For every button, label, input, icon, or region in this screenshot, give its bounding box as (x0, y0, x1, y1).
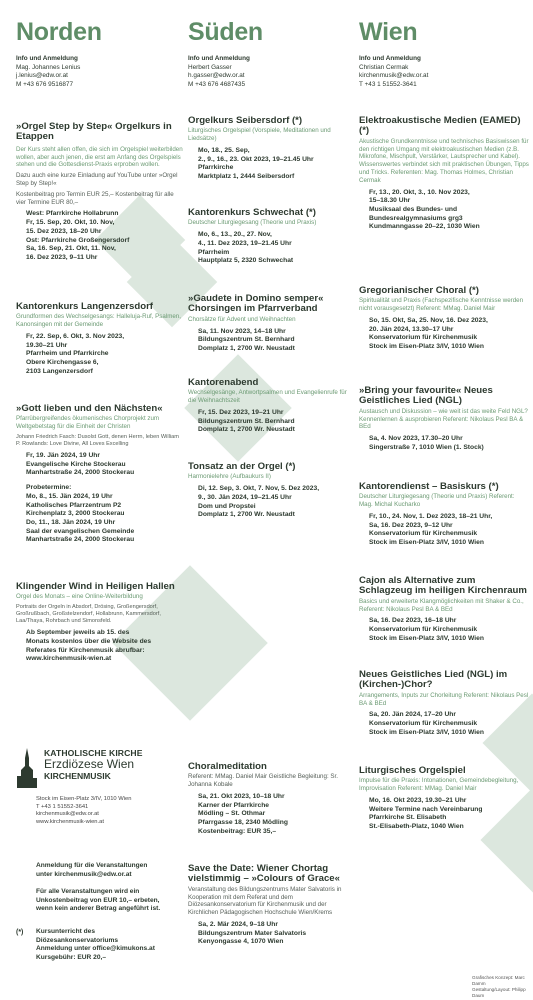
event-title: Orgelkurs Seibersdorf (*) (188, 115, 303, 126)
event-title: Save the Date: Wiener Chortag vielstimmig – »Colours of Grace« (188, 863, 340, 885)
event-title: Choralmeditation (188, 761, 267, 772)
event-subtitle: Liturgisches Orgelspiel (Vorspiele, Meditationen und Liedsätze) (188, 127, 331, 143)
event-details: Mo, 18., 25. Sep, 2., 9., 16., 23. Okt 2023, 19–21.45 Uhr Pfarrkirche Marktplatz 1, 2444 Seibersdorf (198, 146, 314, 181)
event-details: West: Pfarrkirche Hollabrunn Fr, 15. Sep, 20. Okt, 10. Nov, 15. Dez 2023, 18–20 Uhr Ost: Pfarrkirche Großengersdorf Sa, 16. Sep, 21. Okt, 11. Nov, 16. Dez 2023, 9–11 Uhr (26, 210, 130, 261)
event-details: Mo, 16. Okt 2023, 19.30–21 Uhr Weitere Termine nach Vereinbarung Pfarrkirche St. Elisabeth St.-Elisabeth-Platz, 1040 Wien (369, 796, 483, 831)
event-desc: Johann Friedrich Fasch: Dusolst Gott, denen Herrn, leben William P. Rowlands: Love Divine, All Loves Excelling (16, 433, 179, 448)
event-subtitle: Grundformen des Wechselgesangs: Halleluja-Ruf, Psalmen, Kanonsingen mit der Gemeinde (16, 313, 181, 329)
event-gott-lieben (16, 404, 184, 545)
event-subtitle: Basics und erweiterte Klangmöglichkeiten mit Shaker & Co., Referent: Nikolaus Pesl BA & BEd (359, 597, 524, 613)
event-subtitle: Referent: MMag. Daniel Mair Geistliche Begleitung: Sr. Johanna Kobale (188, 773, 338, 789)
logo-text (44, 748, 143, 781)
event-subtitle: Orgel des Monats – eine Online-Weiterbildung (16, 593, 143, 601)
event-details: Mo, 6., 13., 20., 27. Nov, 4., 11. Dez 2023, 19–21.45 Uhr Pfarrheim Hauptplatz 5, 2320 Schwechat (198, 231, 294, 265)
event-desc: Kostenbeitrag pro Termin EUR 25,– Kostenbeitrag für alle vier Termine EUR 80,– (16, 190, 174, 206)
event-details: Fr, 15. Dez 2023, 19–21 Uhr Bildungszentrum St. Bernhard Domplatz 1, 2700 Wr. Neustadt (198, 408, 295, 434)
event-title: »Gaudete in Domino semper« Chorsingen im Pfarrverband (188, 293, 324, 315)
region-title: Süden (188, 18, 263, 46)
event-choralmeditation (188, 762, 356, 837)
logo-address: Stock im Eisen-Platz 3/IV, 1010 Wien T +43 1 51552-3641 kirchenmusik@edw.or.at www.kirchenmusik-wien.at (36, 796, 132, 825)
event-gregorianischer-choral (359, 286, 529, 352)
event-title: »Orgel Step by Step« Orgelkurs in Etappen (16, 121, 172, 143)
event-details: Sa, 11. Nov 2023, 14–18 Uhr Bildungszentrum St. Bernhard Domplatz 1, 2700 Wr. Neustadt (198, 327, 295, 352)
event-details: So, 15. Okt, Sa, 25. Nov, 16. Dez 2023, 20. Jän 2024, 13.30–17 Uhr Konservatorium für Kirchenmusik Stock im Eisen-Platz 3/IV, 1010 Wien (369, 316, 488, 351)
event-title: Neues Geistliches Lied (NGL) im (Kirchen-)Chor? (359, 669, 508, 691)
region-title: Wien (359, 18, 418, 46)
column-sueden (188, 0, 356, 1000)
event-details: Ab September jeweils ab 15. des Monats kostenlos über die Website des Referates für Kirchenmusik abrufbar: www.kirchenmusik-wien.at (26, 629, 152, 663)
event-title: Kantorenkurs Langenzersdorf (16, 301, 154, 312)
event-details: Fr, 13., 20. Okt, 3., 10. Nov 2023, 15–18.30 Uhr Musiksaal des Bundes- und Bundesrealgymnasiums grg3 Kundmanngasse 20–22, 1030 Wien (369, 188, 480, 231)
event-subtitle: Akustische Grundkenntnisse und technisches Basiswissen für den richtigen Umgang mit elektroakustischen Medien (z.B. Mikrofone, Mischpult, Verstärker, Lautsprecher und Kabel). Wissenswertes verbindet sich mit praktischen Übungen, Tipps und Tricks. Referenten: Mag. Thomas Holmes, Christian Cermak (359, 137, 529, 184)
event-details: Di, 12. Sep, 3. Okt, 7. Nov, 5. Dez 2023, 9., 30. Jän 2024, 19–21.45 Uhr Dom und Propstei Domplatz 1, 2700 Wr. Neustadt (198, 485, 320, 519)
asterisk-marker: (*) (16, 929, 24, 936)
event-cajon (359, 576, 529, 643)
event-title: Kantorenabend (188, 377, 259, 388)
event-title: Liturgisches Orgelspiel (359, 765, 466, 776)
logo-line: Erzdiözese Wien (44, 757, 135, 771)
event-orgelkurs-seibersdorf (188, 116, 356, 182)
event-desc: Portraits der Orgeln in Absdorf, Drösing, Großengersdorf, Großrußbach, Großstelzendorf, Hollabrunn, Kammersdorf, Laa/Thaya, Rohrbach und Simonsfeld. (16, 604, 161, 625)
logo-line: KATHOLISCHE KIRCHE (44, 748, 143, 758)
event-subtitle: Impulse für die Praxis: Intonationen, Gemeindebegleitung, Improvisation Referent: MMag. Daniel Mair (359, 777, 519, 793)
event-title: Klingender Wind in Heiligen Hallen (16, 581, 175, 592)
event-subtitle: Veranstaltung des Bildungszentrums Mater Salvatoris in Kooperation mit dem Referat und dem Diözesankonservatorium für Kirchenmusik und der Kirchlichen Pädagogischen Hochschule Wien/Krems (188, 885, 342, 917)
event-gaudete (188, 294, 356, 354)
event-details: Sa, 4. Nov 2023, 17.30–20 Uhr Singerstraße 7, 1010 Wien (1. Stock) (369, 435, 484, 451)
event-bring-your-favourite (359, 386, 529, 453)
event-details: Sa, 20. Jän 2024, 17–20 Uhr Konservatorium für Kirchenmusik Stock im Eisen-Platz 3/IV, 1010 Wien (369, 711, 484, 736)
event-details: Sa, 21. Okt 2023, 10–18 Uhr Karner der Pfarrkirche Mödling – St. Othmar Pfarrgasse 18, 2340 Mödling Kostenbeitrag: EUR 35,– (198, 792, 288, 835)
event-title: »Bring your favourite« Neues Geistliches Lied (NGL) (359, 385, 493, 407)
column-norden (16, 0, 184, 1000)
event-title: Elektroakustische Medien (EAMED) (*) (359, 115, 521, 137)
event-kantorendienst (359, 482, 529, 548)
column-wien (359, 0, 529, 1000)
contact-info: Info und Anmeldung Mag. Johannes Lenius j.lenius@edw.or.at M +43 676 9516877 (16, 55, 81, 88)
event-details: Probetermine: Mo, 8., 15. Jän 2024, 19 Uhr Katholisches Pfarrzentrum P2 Kirchenplatz 3, 2000 Stockerau Do, 11., 18. Jän 2024, 19 Uhr Saal der evangelischen Gemeinde Manhartstraße 24, 2000 Stockerau (26, 484, 135, 544)
event-eamed (359, 116, 529, 232)
credits: Grafisches Konzept: Marc Damm Gestaltung/Layout: Philipp Daum (472, 975, 526, 998)
event-title: Cajon als Alternative zum Schlagzeug im heiligen Kirchenraum (359, 575, 527, 597)
event-details: Sa, 2. Mär 2024, 9–18 Uhr Bildungszentrum Mater Salvatoris Kenyongasse 4, 1070 Wien (198, 920, 307, 946)
event-subtitle: Chorsätze für Advent und Weihnachten (188, 315, 296, 323)
event-desc: Der Kurs steht allen offen, die sich im Orgelspiel weiterbilden wollen, aber auch jenen, die erst am Anfang des Orgelspiels stehen und die Gottesdienst-Praxis erproben wollen. (16, 145, 183, 169)
event-kantorenkurs-langenzersdorf (16, 302, 184, 377)
fee-note: Für alle Veranstaltungen wird ein Unkostenbeitrag von EUR 10,– erbeten, wenn kein anderer Betrag angeführt ist. (36, 888, 161, 913)
event-subtitle: Spiritualität und Praxis (Fachspezifische Kenntnisse werden nicht vorausgesetzt) Referent: MMag. Daniel Mair (359, 297, 524, 313)
registration-note: Anmeldung für die Veranstaltungen unter kirchenmusik@edw.or.at (36, 862, 148, 878)
event-orgel-step (16, 122, 184, 263)
event-details: Fr, 19. Jän 2024, 19 Uhr Evangelische Kirche Stockerau Manhartstraße 24, 2000 Stockerau (26, 452, 135, 477)
event-ngl-kirchenchor (359, 670, 529, 737)
event-title: »Gott lieben und den Nächsten« (16, 403, 163, 414)
event-subtitle: Deutscher Liturgiegesang (Theorie und Praxis) Referent: Mag. Michal Kucharko (359, 493, 515, 509)
event-subtitle: Wechselgesänge, Antwortpsalmen und Evangelienrufe für die Weihnachtszeit (188, 389, 347, 405)
contact-info: Info und Anmeldung Christian Cermak kirchenmusik@edw.or.at T +43 1 51552-3641 (359, 55, 429, 88)
event-details: Fr, 22. Sep, 6. Okt, 3. Nov 2023, 19.30–21 Uhr Pfarrheim und Pfarrkirche Obere Kirchengasse 6, 2103 Langenzersdorf (26, 332, 125, 375)
event-details: Sa, 16. Dez 2023, 16–18 Uhr Konservatorium für Kirchenmusik Stock im Eisen-Platz 3/IV, 1010 Wien (369, 617, 484, 642)
event-subtitle: Deutscher Liturgiegesang (Theorie und Praxis) (188, 219, 317, 227)
logo-line: KIRCHENMUSIK (44, 770, 111, 781)
event-subtitle: Austausch und Diskussion – wie weit ist das weite Feld NGL? Kennenlernen & ausprobieren Referent: Nikolaus Pesl BA & BEd (359, 407, 528, 431)
event-subtitle: Arrangements, Inputs zur Chorleitung Referent: Nikolaus Pesl BA & BEd (359, 691, 529, 707)
event-subtitle: Harmonielehre (Aufbaukurs II) (188, 473, 271, 481)
event-desc: Dazu auch eine kurze Einladung auf YouTube unter »Orgel Step by Step!« (16, 172, 178, 187)
conservatory-note: (*) Kursunterricht des Diözesankonservatoriums Anmeldung unter office@kimukons.at Kursgebühr: EUR 20,– (16, 928, 155, 961)
event-subtitle: Pfarrübergreifendes ökumenisches Chorprojekt zum Weltgebetstag für die Einheit der Christen (16, 415, 160, 431)
event-details: Fr, 10., 24. Nov, 1. Dez 2023, 18–21 Uhr, Sa, 16. Dez 2023, 9–12 Uhr Konservatorium für Kirchenmusik Stock im Eisen-Platz 3/IV, 1010 Wien (369, 512, 493, 547)
event-title: Gregorianischer Choral (*) (359, 285, 479, 296)
event-klingender-wind (16, 582, 184, 664)
event-title: Kantorendienst – Basiskurs (*) (359, 481, 499, 492)
event-wiener-chortag (188, 864, 356, 947)
logo-block (16, 748, 186, 827)
cathedral-icon (16, 748, 38, 788)
event-title: Kantorenkurs Schwechat (*) (188, 207, 316, 218)
event-title: Tonsatz an der Orgel (*) (188, 461, 296, 472)
event-kantorenabend (188, 378, 356, 435)
event-kantorenkurs-schwechat (188, 208, 356, 266)
contact-info: Info und Anmeldung Herbert Gasser h.gasser@edw.or.at M +43 676 4687435 (188, 55, 250, 88)
region-title: Norden (16, 18, 102, 46)
event-tonsatz-orgel (188, 462, 356, 520)
event-liturgisches-orgelspiel (359, 766, 529, 832)
